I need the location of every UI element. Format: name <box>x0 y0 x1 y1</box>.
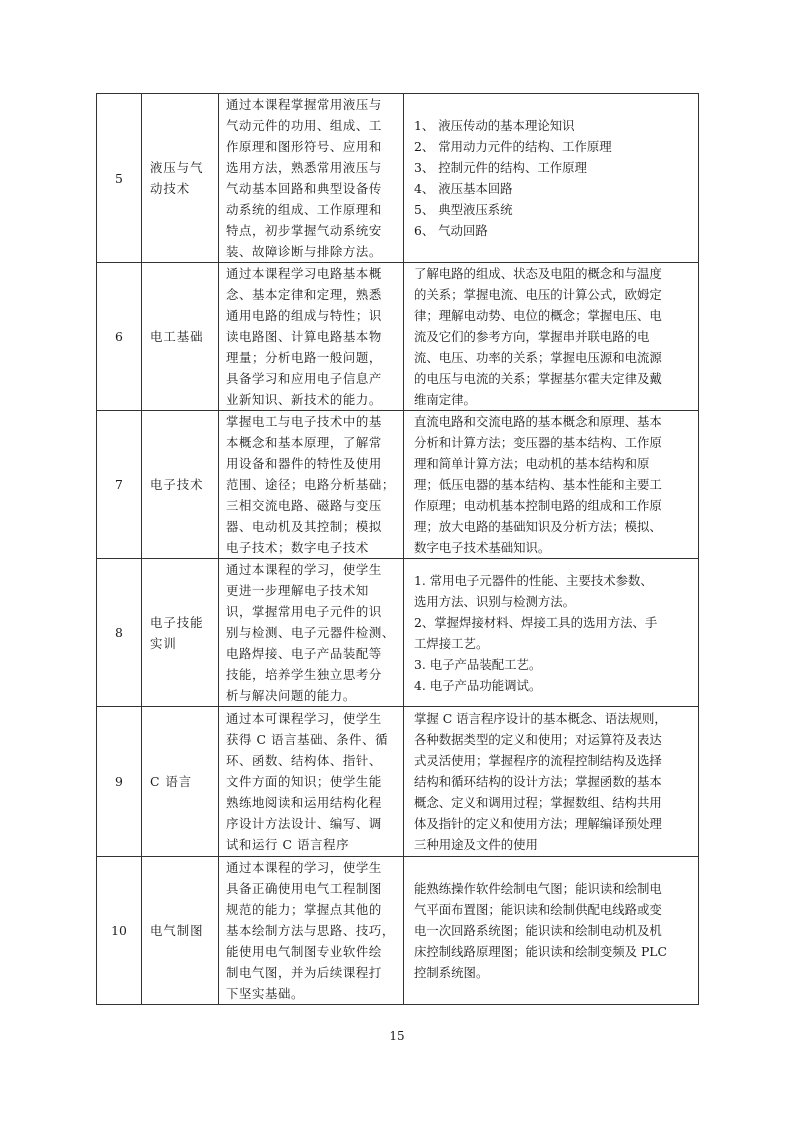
course-name <box>142 94 219 263</box>
table-row <box>97 857 699 1005</box>
course-content-line: 6、 气动回路 <box>414 223 488 238</box>
course-name-line: 实训 <box>150 635 177 651</box>
course-goal-line: 试和运行 C 语言程序 <box>226 837 350 852</box>
course-goal-line: 掌握电工与电子技术中的基 <box>226 414 382 429</box>
course-goal-line: 范围、途径；电路分析基础； <box>226 477 395 492</box>
course-name-line: 液压与气 <box>150 160 204 175</box>
course-name-line: 电子技术 <box>150 477 204 492</box>
course-content-line: 概念、定义和调用过程；掌握数组、结构共用 <box>414 795 662 810</box>
course-number: 10 <box>97 857 142 1005</box>
course-content-line: 结构和循环结构的设计方法；掌握函数的基本 <box>414 774 662 789</box>
course-goal-line: 气动基本回路和典型设备传 <box>226 181 382 196</box>
course-content-line: 2、 常用动力元件的结构、工作原理 <box>414 139 612 154</box>
course-number: 8 <box>97 559 142 707</box>
course-goal-line: 气动元件的功用、组成、工 <box>226 118 382 133</box>
course-content-line: 1. 常用电子元器件的性能、主要技术参数、 <box>414 572 653 588</box>
course-content-line: 控制系统图。 <box>414 965 489 980</box>
course-goal <box>219 857 404 1005</box>
course-goal-line: 电路焊接、电子产品装配等 <box>226 646 382 661</box>
course-goal-line: 熟练地阅读和运用结构化程 <box>226 795 382 810</box>
table-row <box>97 559 699 707</box>
course-content-line: 2、掌握焊接材料、焊接工具的选用方法、手 <box>414 614 658 630</box>
course-content-line: 能熟练操作软件绘制电气图；能识读和绘制电 <box>414 881 662 896</box>
course-number: 7 <box>97 411 142 559</box>
course-goal-line: 析与解决问题的能力。 <box>226 688 356 703</box>
course-content <box>404 411 699 559</box>
course-content-line: 式灵活使用；掌握程序的流程控制结构及选择 <box>414 753 662 768</box>
table-row <box>97 94 699 263</box>
table-row <box>97 707 699 857</box>
course-goal-line: 具备学习和应用电子信息产 <box>226 371 382 386</box>
course-content-line: 直流电路和交流电路的基本概念和原理、基本 <box>414 414 662 429</box>
course-goal-line: 规范的能力；掌握点其他的 <box>226 902 382 917</box>
course-goal <box>219 94 404 263</box>
table-row <box>97 263 699 411</box>
course-name-line: 电子技能 <box>150 614 204 630</box>
course-content-line: 流、电压、功率的关系；掌握电压源和电流源 <box>414 350 662 365</box>
course-content-line: 律；理解电动势、电位的概念；掌握电压、电 <box>414 308 662 323</box>
course-goal-line: 通过本可课程学习，使学生 <box>226 711 382 726</box>
course-goal-line: 下坚实基础。 <box>226 986 304 1001</box>
course-content-line: 1、 液压传动的基本理论知识 <box>414 118 575 133</box>
course-content <box>404 707 699 857</box>
course-name <box>142 707 219 857</box>
course-content-line: 流及它们的参考方向，掌握串并联电路的电 <box>414 329 650 344</box>
course-content-line: 床控制线路原理图；能识读和绘制变频及 PLC <box>414 944 668 959</box>
course-name-line: C 语言 <box>150 774 193 789</box>
course-number: 6 <box>97 263 142 411</box>
course-goal-line: 三相交流电路、磁路与变压 <box>226 498 382 513</box>
course-goal-line: 序设计方法设计、编写、调 <box>226 816 382 831</box>
course-content-line: 三种用途及文件的使用 <box>414 837 538 852</box>
course-name-line: 电工基础 <box>150 329 204 344</box>
course-goal-line: 环、函数、结构体、指针、 <box>226 753 382 768</box>
course-number: 5 <box>97 94 142 263</box>
course-content <box>404 263 699 411</box>
course-content-line: 5、 典型液压系统 <box>414 202 513 217</box>
course-number: 9 <box>97 707 142 857</box>
course-goal <box>219 707 404 857</box>
course-goal-line: 技能，培养学生独立思考分 <box>226 667 382 682</box>
course-name <box>142 411 219 559</box>
course-goal-line: 通过本课程学习电路基本概 <box>226 266 382 281</box>
course-content-line: 维南定律。 <box>414 392 476 407</box>
course-goal-line: 通过本课程的学习，使学生 <box>226 562 382 577</box>
course-goal-line: 通过本课程掌握常用液压与 <box>226 97 382 112</box>
course-goal-line: 特点，初步掌握气动系统安 <box>226 223 382 238</box>
course-goal <box>219 263 404 411</box>
course-name <box>142 263 219 411</box>
page-number: 15 <box>389 1029 405 1043</box>
course-goal-line: 通过本课程的学习，使学生 <box>226 860 382 875</box>
course-goal-line: 读电路图、计算电路基本物 <box>226 329 382 344</box>
course-content <box>404 94 699 263</box>
course-content-line: 的关系；掌握电流、电压的计算公式，欧姆定 <box>414 287 662 302</box>
course-content-line: 的电压与电流的关系；掌握基尔霍夫定律及戴 <box>414 371 662 386</box>
course-goal-line: 电子技术；数字电子技术 <box>226 540 369 555</box>
course-goal-line: 业新知识、新技术的能力。 <box>226 392 382 407</box>
course-content-line: 数字电子技术基础知识。 <box>414 540 551 555</box>
course-content-line: 工焊接工艺。 <box>414 635 489 651</box>
course-goal-line: 本概念和基本原理，了解常 <box>226 435 382 450</box>
course-name-line: 电气制图 <box>150 923 204 938</box>
course-goal <box>219 411 404 559</box>
course-goal-line: 能使用电气制图专业软件绘 <box>226 944 382 959</box>
course-content-line: 3、 控制元件的结构、工作原理 <box>414 160 587 175</box>
course-goal-line: 装、故障诊断与排除方法。 <box>226 244 382 259</box>
course-goal-line: 基本绘制方法与思路、技巧， <box>226 923 395 938</box>
course-name <box>142 559 219 707</box>
table-row <box>97 411 699 559</box>
course-content-line: 电一次回路系统图；能识读和绘制电动机及机 <box>414 923 662 938</box>
course-goal-line: 更进一步理解电子技术知 <box>226 583 369 598</box>
course-content-line: 选用方法、识别与检测方法。 <box>414 593 576 609</box>
course-content-line: 气平面布置图；能识读和绘制供配电线路或变 <box>414 902 662 917</box>
course-goal-line: 用设备和器件的特性及使用 <box>226 456 382 471</box>
course-goal-line: 选用方法，熟悉常用液压与 <box>226 160 382 175</box>
course-goal-line: 作原理和图形符号、应用和 <box>226 139 382 154</box>
course-content-line: 理；放大电路的基础知识及分析方法；模拟、 <box>414 519 662 534</box>
course-goal-line: 获得 C 语言基础、条件、循 <box>226 732 389 747</box>
course-name <box>142 857 219 1005</box>
course-goal-line: 器、电动机及其控制；模拟 <box>226 519 382 534</box>
course-goal-line: 制电气图，并为后续课程打 <box>226 965 382 980</box>
course-goal-line: 别与检测、电子元器件检测、 <box>226 625 395 640</box>
course-content-line: 体及指针的定义和使用方法；理解编译预处理 <box>414 816 662 831</box>
course-goal-line: 理量；分析电路一般问题， <box>226 350 382 365</box>
course-goal-line: 通用电路的组成与特性；识 <box>226 308 382 323</box>
course-goal-line: 具备正确使用电气工程制图 <box>226 881 382 896</box>
course-content-line: 分析和计算方法；变压器的基本结构、工作原 <box>414 435 662 450</box>
course-name-line: 动技术 <box>150 181 191 196</box>
course-content <box>404 559 699 707</box>
course-content-line: 掌握 C 语言程序设计的基本概念、语法规则， <box>414 711 667 726</box>
course-goal-line: 念、基本定律和定理，熟悉 <box>226 287 382 302</box>
course-content-line: 3. 电子产品装配工艺。 <box>414 656 542 672</box>
course-goal-line: 文件方面的知识；使学生能 <box>226 774 382 789</box>
course-goal-line: 动系统的组成、工作原理和 <box>226 202 382 217</box>
course-content-line: 理和简单计算方法；电动机的基本结构和原 <box>414 456 650 471</box>
course-content-line: 了解电路的组成、状态及电阻的概念和与温度 <box>414 266 662 281</box>
course-content-line: 各种数据类型的定义和使用；对运算符及表达 <box>414 732 662 747</box>
course-table <box>96 93 699 1005</box>
course-content-line: 作原理；电动机基本控制电路的组成和工作原 <box>414 498 662 513</box>
course-content-line: 理；低压电器的基本结构、基本性能和主要工 <box>414 477 662 492</box>
course-content-line: 4. 电子产品功能调试。 <box>414 677 542 693</box>
course-content <box>404 857 699 1005</box>
course-content-line: 4、 液压基本回路 <box>414 181 513 196</box>
course-goal-line: 识，掌握常用电子元件的识 <box>226 604 382 619</box>
course-goal <box>219 559 404 707</box>
